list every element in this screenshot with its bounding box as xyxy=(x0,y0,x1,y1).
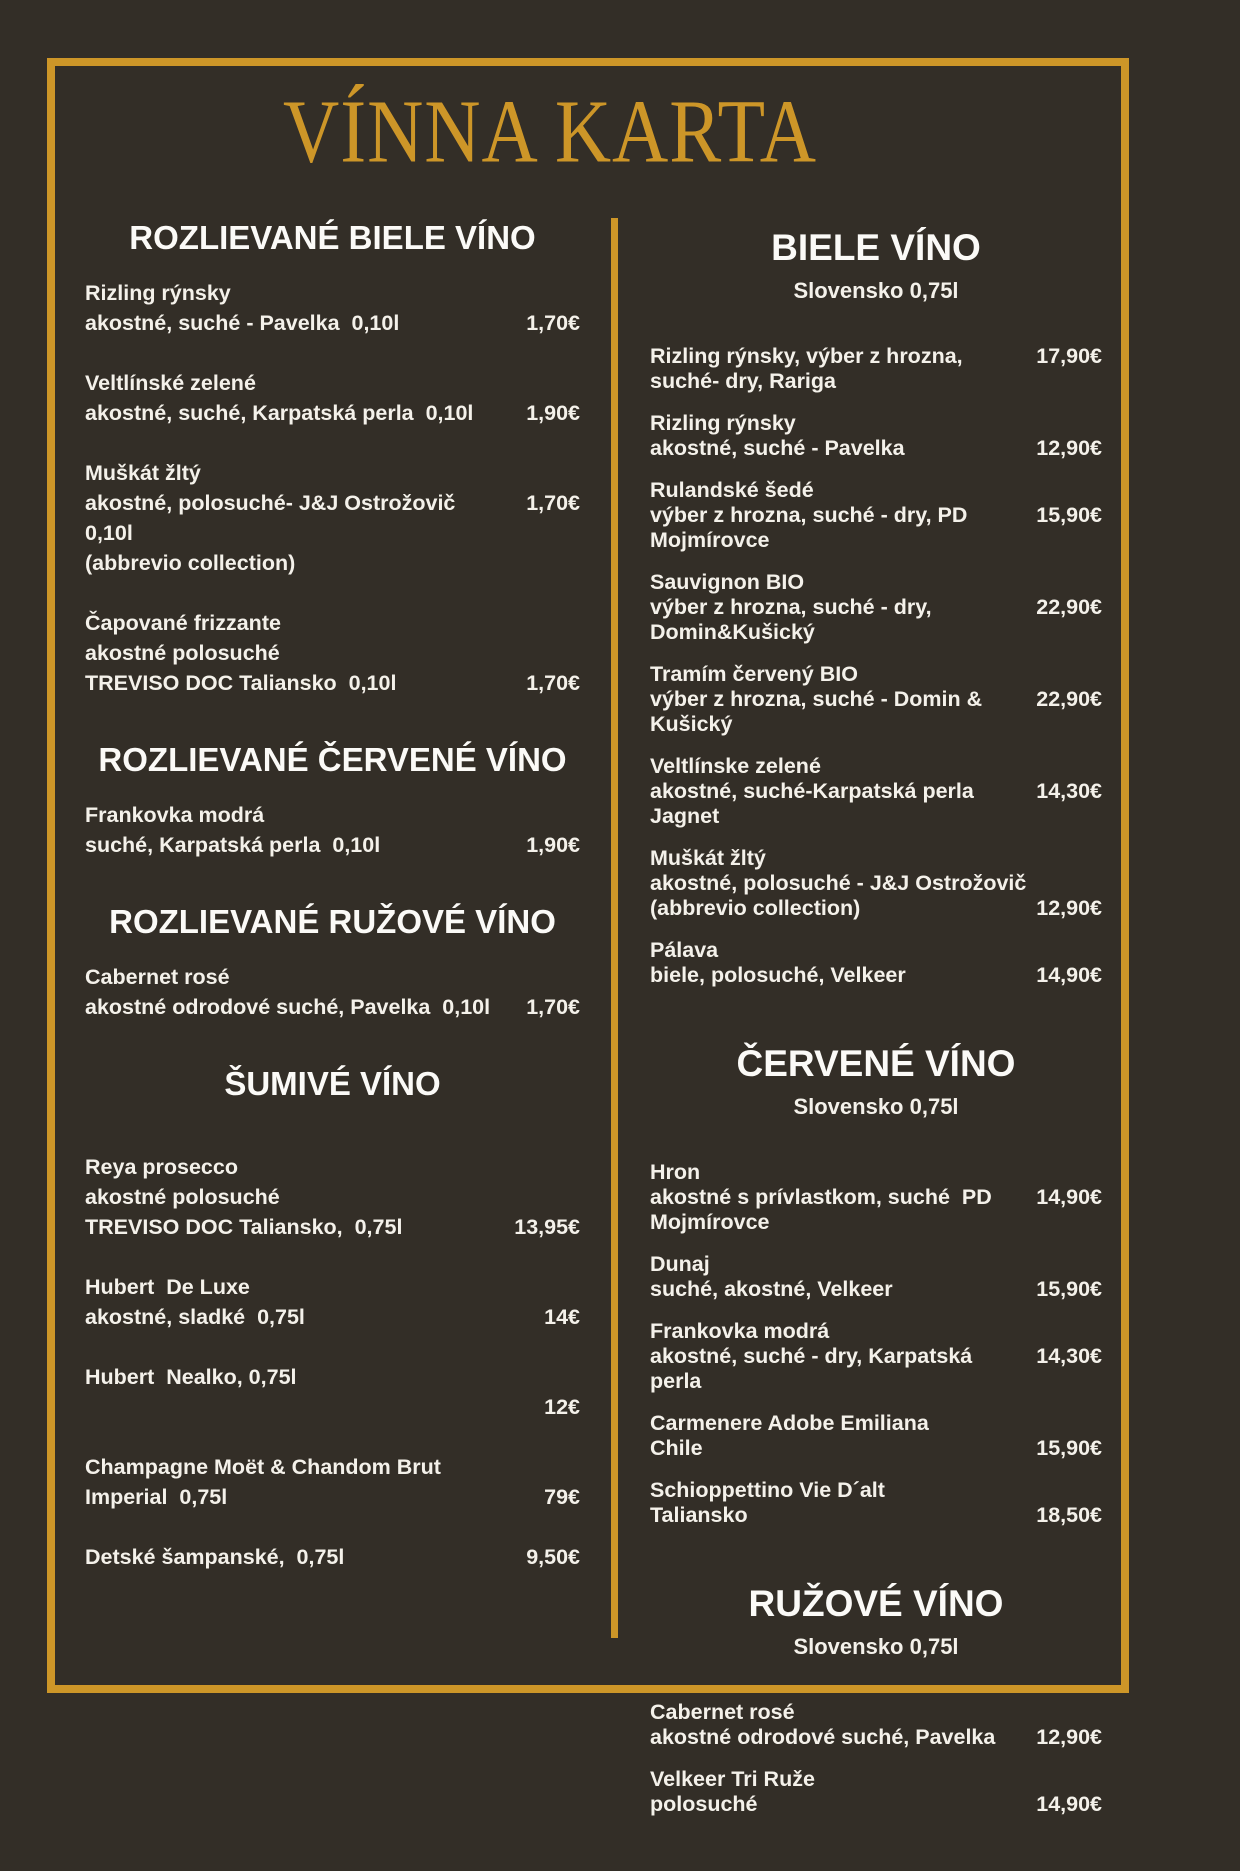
item-text: Imperial 0,75l xyxy=(85,1485,228,1509)
section-title: ŠUMIVÉ VÍNO xyxy=(224,1065,441,1102)
item-text: akostné polosuché xyxy=(85,641,280,665)
item-price: 15,90€ xyxy=(1036,1436,1102,1460)
item-line xyxy=(85,1482,580,1512)
menu-item xyxy=(650,1160,1102,1235)
menu-section xyxy=(85,1064,580,1572)
menu-item xyxy=(85,458,580,578)
menu-item xyxy=(85,1152,580,1242)
item-text: výber z hrozna, suché - Domin & Kušický xyxy=(650,687,989,736)
item-line xyxy=(650,963,1102,988)
item-text: TREVISO DOC Taliansko 0,10l xyxy=(85,671,397,695)
item-text: Rizling rýnsky xyxy=(85,281,231,305)
item-text: Hron xyxy=(650,1160,701,1184)
item-text: suché, Karpatská perla 0,10l xyxy=(85,833,381,857)
item-line xyxy=(650,779,1102,829)
right-column xyxy=(650,226,1102,1871)
item-text: akostné odrodové suché, Pavelka xyxy=(650,1725,996,1749)
item-line xyxy=(85,962,580,992)
menu-item xyxy=(85,608,580,698)
item-text: výber z hrozna, suché - dry, PD Mojmírovce xyxy=(650,503,974,552)
item-price: 14,90€ xyxy=(1036,963,1102,987)
item-text: Detské šampanské, 0,75l xyxy=(85,1545,345,1569)
item-line xyxy=(85,278,580,308)
menu-section xyxy=(650,226,1102,988)
item-text: Carmenere Adobe Emiliana xyxy=(650,1411,929,1435)
item-line xyxy=(650,1725,1102,1750)
section-title: BIELE VÍNO xyxy=(771,227,981,268)
item-price: 1,70€ xyxy=(526,671,580,695)
item-line xyxy=(650,436,1102,461)
menu-item xyxy=(85,1362,580,1422)
column-divider xyxy=(611,218,618,1638)
menu-section xyxy=(85,218,580,698)
item-price: 22,90€ xyxy=(1036,595,1102,619)
item-text: Frankovka modrá xyxy=(85,803,265,827)
item-text: Velkeer Tri Ruže xyxy=(650,1767,815,1791)
menu-item xyxy=(650,846,1102,921)
item-line xyxy=(85,1182,580,1212)
item-text: Taliansko xyxy=(650,1503,748,1527)
menu-item xyxy=(650,662,1102,737)
item-price: 12€ xyxy=(544,1395,580,1419)
menu-section xyxy=(85,740,580,860)
item-text: Frankovka modrá xyxy=(650,1319,830,1343)
item-text: akostné polosuché xyxy=(85,1185,280,1209)
item-text: výber z hrozna, suché - dry, Domin&Kušický xyxy=(650,595,938,644)
item-line xyxy=(650,754,1102,779)
item-text: akostné, polosuché- J&J Ostrožovič 0,10l xyxy=(85,491,468,545)
item-price: 1,70€ xyxy=(526,491,580,515)
item-text: Cabernet rosé xyxy=(650,1700,795,1724)
item-line xyxy=(650,1344,1102,1394)
menu-item xyxy=(650,478,1102,553)
item-line xyxy=(85,548,580,578)
item-line xyxy=(650,595,1102,645)
item-line xyxy=(85,992,580,1022)
item-price: 1,70€ xyxy=(526,311,580,335)
item-text: suché, akostné, Velkeer xyxy=(650,1277,893,1301)
item-text: Dunaj xyxy=(650,1252,710,1276)
page-title: VÍNNA KARTA xyxy=(282,81,817,182)
item-text: Chile xyxy=(650,1436,703,1460)
item-line xyxy=(85,1272,580,1302)
menu-item xyxy=(85,278,580,338)
menu-item xyxy=(650,1252,1102,1302)
item-text: Veltlínske zelené xyxy=(650,754,821,778)
item-price: 14,30€ xyxy=(1036,779,1102,803)
item-price: 1,70€ xyxy=(526,995,580,1019)
section-subtitle: Slovensko 0,75l xyxy=(793,1094,959,1119)
left-column xyxy=(85,218,580,1614)
item-line xyxy=(650,896,1102,921)
item-price: 1,90€ xyxy=(526,833,580,857)
item-text: Sauvignon BIO xyxy=(650,570,805,594)
item-text: akostné, suché - Pavelka 0,10l xyxy=(85,311,400,335)
item-line xyxy=(650,1411,1102,1436)
item-text: akostné, suché, Karpatská perla 0,10l xyxy=(85,401,474,425)
item-line xyxy=(650,1277,1102,1302)
item-text: (abbrevio collection) xyxy=(85,551,296,575)
menu-section xyxy=(650,1582,1102,1817)
item-line xyxy=(85,668,580,698)
item-text: Tramím červený BIO xyxy=(650,662,858,686)
item-line xyxy=(650,1436,1102,1461)
item-line xyxy=(650,1792,1102,1817)
menu-item xyxy=(650,1700,1102,1750)
item-line xyxy=(650,1160,1102,1185)
item-text: Veltlínské zelené xyxy=(85,371,256,395)
item-line xyxy=(85,398,580,428)
item-text: Rizling rýnsky xyxy=(650,411,796,435)
item-text: Muškát žltý xyxy=(85,461,201,485)
item-text: Schioppettino Vie D´alt xyxy=(650,1478,885,1502)
menu-item xyxy=(650,1478,1102,1528)
item-line xyxy=(85,1392,580,1422)
item-price: 12,90€ xyxy=(1036,1725,1102,1749)
menu-item xyxy=(650,344,1102,394)
item-line xyxy=(85,1302,580,1332)
menu-section xyxy=(85,902,580,1022)
item-text: Champagne Moët & Chandom Brut xyxy=(85,1455,441,1479)
item-text: Hubert Nealko, 0,75l xyxy=(85,1365,297,1389)
item-price: 15,90€ xyxy=(1036,1277,1102,1301)
item-line xyxy=(650,1503,1102,1528)
item-text: polosuché xyxy=(650,1792,758,1816)
item-line xyxy=(85,1362,580,1392)
section-title: ROZLIEVANÉ ČERVENÉ VÍNO xyxy=(98,741,567,778)
item-text: akostné, suché-Karpatská perla Jagnet xyxy=(650,779,980,828)
item-line xyxy=(85,1452,580,1482)
item-price: 79€ xyxy=(544,1485,580,1509)
item-line xyxy=(85,308,580,338)
item-line xyxy=(85,1152,580,1182)
item-line xyxy=(650,503,1102,553)
item-line xyxy=(650,570,1102,595)
item-price: 15,90€ xyxy=(1036,503,1102,527)
item-line xyxy=(650,1252,1102,1277)
menu-item xyxy=(85,368,580,428)
item-text: (abbrevio collection) xyxy=(650,896,861,920)
item-line xyxy=(85,608,580,638)
item-text: akostné, suché - Pavelka xyxy=(650,436,905,460)
item-line xyxy=(650,1185,1102,1235)
item-price: 18,50€ xyxy=(1036,1503,1102,1527)
menu-item xyxy=(650,1767,1102,1817)
item-price: 9,50€ xyxy=(526,1545,580,1569)
section-title: ROZLIEVANÉ RUŽOVÉ VÍNO xyxy=(109,903,556,940)
item-line xyxy=(650,344,1102,394)
menu-item xyxy=(650,938,1102,988)
menu-item xyxy=(85,962,580,1022)
item-line xyxy=(85,1542,580,1572)
item-price: 14,90€ xyxy=(1036,1792,1102,1816)
section-title: RUŽOVÉ VÍNO xyxy=(748,1583,1004,1624)
item-price: 17,90€ xyxy=(1036,344,1102,368)
item-text: Reya prosecco xyxy=(85,1155,238,1179)
item-text: Rulandské šedé xyxy=(650,478,814,502)
item-text: Muškát žltý xyxy=(650,846,766,870)
item-line xyxy=(650,478,1102,503)
menu-item xyxy=(85,1452,580,1512)
item-price: 22,90€ xyxy=(1036,687,1102,711)
item-price: 1,90€ xyxy=(526,401,580,425)
item-text: Cabernet rosé xyxy=(85,965,230,989)
item-text: akostné, suché - dry, Karpatská perla xyxy=(650,1344,979,1393)
item-line xyxy=(650,1319,1102,1344)
item-line xyxy=(85,800,580,830)
section-title: ČERVENÉ VÍNO xyxy=(736,1043,1016,1084)
item-price: 12,90€ xyxy=(1036,896,1102,920)
section-subtitle: Slovensko 0,75l xyxy=(793,278,959,303)
item-line xyxy=(85,368,580,398)
item-price: 14,90€ xyxy=(1036,1185,1102,1209)
item-text: akostné odrodové suché, Pavelka 0,10l xyxy=(85,995,491,1019)
item-text: Hubert De Luxe xyxy=(85,1275,250,1299)
menu-item xyxy=(85,1272,580,1332)
item-line xyxy=(650,938,1102,963)
item-line xyxy=(650,1767,1102,1792)
item-line xyxy=(85,830,580,860)
item-line xyxy=(650,411,1102,436)
menu-section xyxy=(650,1042,1102,1528)
item-text: Čapované frizzante xyxy=(85,611,281,635)
menu-item xyxy=(650,754,1102,829)
item-line xyxy=(85,488,580,548)
item-line xyxy=(650,662,1102,687)
menu-item xyxy=(650,1319,1102,1394)
item-line xyxy=(650,846,1102,871)
item-line xyxy=(85,458,580,488)
item-text: TREVISO DOC Taliansko, 0,75l xyxy=(85,1215,403,1239)
item-price: 13,95€ xyxy=(514,1215,580,1239)
item-text: biele, polosuché, Velkeer xyxy=(650,963,906,987)
menu-item xyxy=(650,411,1102,461)
section-subtitle: Slovensko 0,75l xyxy=(793,1634,959,1659)
item-text: akostné, sladké 0,75l xyxy=(85,1305,305,1329)
menu-item xyxy=(85,800,580,860)
item-line xyxy=(650,1700,1102,1725)
item-text: Pálava xyxy=(650,938,719,962)
item-line xyxy=(650,871,1102,896)
item-line xyxy=(85,638,580,668)
item-text: akostné, polosuché - J&J Ostrožovič xyxy=(650,871,1027,895)
item-text: akostné s prívlastkom, suché PD Mojmírovce xyxy=(650,1185,998,1234)
item-line xyxy=(650,1478,1102,1503)
item-price: 14€ xyxy=(544,1305,580,1329)
item-text: Rizling rýnsky, výber z hrozna, suché- dry, Rariga xyxy=(650,344,969,393)
item-price: 14,30€ xyxy=(1036,1344,1102,1368)
menu-item xyxy=(85,1542,580,1572)
item-line xyxy=(650,687,1102,737)
item-price: 12,90€ xyxy=(1036,436,1102,460)
item-line xyxy=(85,1212,580,1242)
menu-item xyxy=(650,1411,1102,1461)
menu-item xyxy=(650,570,1102,645)
section-title: ROZLIEVANÉ BIELE VÍNO xyxy=(129,219,536,256)
